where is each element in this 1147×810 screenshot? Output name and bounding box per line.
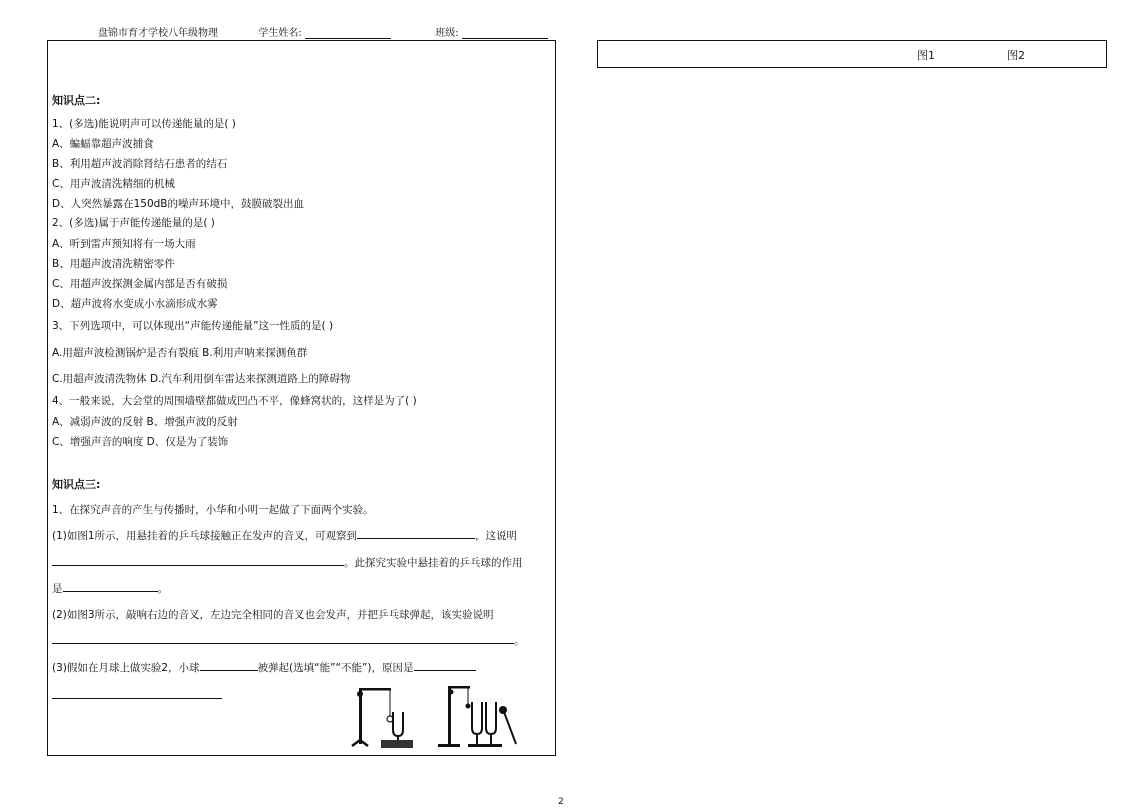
part-1-line-3 [52,581,168,596]
section-3-title: 知识点三: [52,478,101,491]
name-label: 学生姓名: [258,28,302,39]
question-1-option-a: A、蝙蝠靠超声波捕食 [52,138,154,150]
question-3: 3、下列选项中，可以体现出“声能传递能量”这一性质的是( ) [52,320,334,332]
part-1-text-end: ，这说明 [475,530,518,542]
part-3-blank-reason-cont[interactable] [52,688,222,699]
part-1-line-3-end: 。 [157,583,168,595]
part-3-line-2 [52,688,222,702]
part-1-blank-explain[interactable] [52,555,344,566]
two-tuning-forks-figure-2 [430,682,522,750]
question-1-option-d: D、人突然暴露在150dB的噪声环境中，鼓膜破裂出血 [52,198,304,210]
question-2-option-a: A、听到雷声预知将有一场大雨 [52,238,196,250]
part-1-text: (1)如图1所示，用悬挂着的乒乓球接触正在发声的音叉，可观察到 [52,530,358,542]
part-2-line-2 [52,633,525,648]
part-2-line-1: (2)如图3所示，敲响右边的音叉，左边完全相同的音叉也会发声，并把乒乓球弹起，该实验说明 [52,609,494,621]
figure-1-caption: 图1 [917,49,935,62]
question-3-options-cd: C.用超声波清洗物体 D.汽车利用倒车雷达来探测道路上的障碍物 [52,373,351,385]
question-2: 2、(多选)属于声能传递能量的是( ) [52,217,215,229]
question-1-option-c: C、用声波清洗精细的机械 [52,178,175,190]
part-2-blank-conclusion[interactable] [52,633,514,644]
part-1-line-3-start: 是 [52,583,63,595]
name-blank[interactable] [305,28,391,39]
question-1-option-b: B、利用超声波消除肾结石患者的结石 [52,158,228,170]
school-title: 盘锦市育才学校八年级物理 [98,28,218,39]
part-1-blank-role[interactable] [63,581,158,592]
part-3-text-mid: 被弹起(选填“能”“不能”)，原因是 [257,662,414,674]
part-3-blank-can[interactable] [200,660,258,671]
question-2-option-d: D、超声波将水变成小水滴形成水雾 [52,298,218,310]
class-label: 班级: [435,28,459,39]
section-2-title: 知识点二: [52,94,101,107]
part-1-line-1 [52,528,517,543]
part-3-blank-reason[interactable] [414,660,476,671]
part-1-blank-observe[interactable] [357,528,475,539]
class-blank[interactable] [462,28,548,39]
question-2-option-c: C、用超声波探测金属内部是否有破损 [52,278,228,290]
part-3-line-1 [52,660,476,675]
figure-caption-box [597,40,1107,68]
section-3-intro: 1、在探究声音的产生与传播时，小华和小明一起做了下面两个实验。 [52,504,374,516]
question-3-options-ab: A.用超声波检测锅炉是否有裂痕 B.利用声呐来探测鱼群 [52,347,308,359]
page-header [98,24,548,39]
question-4-options-cd: C、增强声音的响度 D、仅是为了装饰 [52,436,229,448]
question-2-option-b: B、用超声波清洗精密零件 [52,258,175,270]
part-3-text: (3)假如在月球上做实验2，小球 [52,662,200,674]
figure-2-caption: 图2 [1007,49,1025,62]
page-number: 2 [558,797,564,807]
tuning-fork-ball-figure-1 [348,682,420,750]
part-1-line-2 [52,555,523,570]
question-1: 1、(多选)能说明声可以传递能量的是( ) [52,118,236,130]
question-4: 4、一般来说，大会堂的周围墙壁都做成凹凸不平，像蜂窝状的，这样是为了( ) [52,395,417,407]
question-4-options-ab: A、减弱声波的反射 B、增强声波的反射 [52,416,238,428]
part-1-line-2-text: 。此探究实验中悬挂着的乒乓球的作用 [344,557,523,569]
part-2-end: 。 [514,635,525,647]
